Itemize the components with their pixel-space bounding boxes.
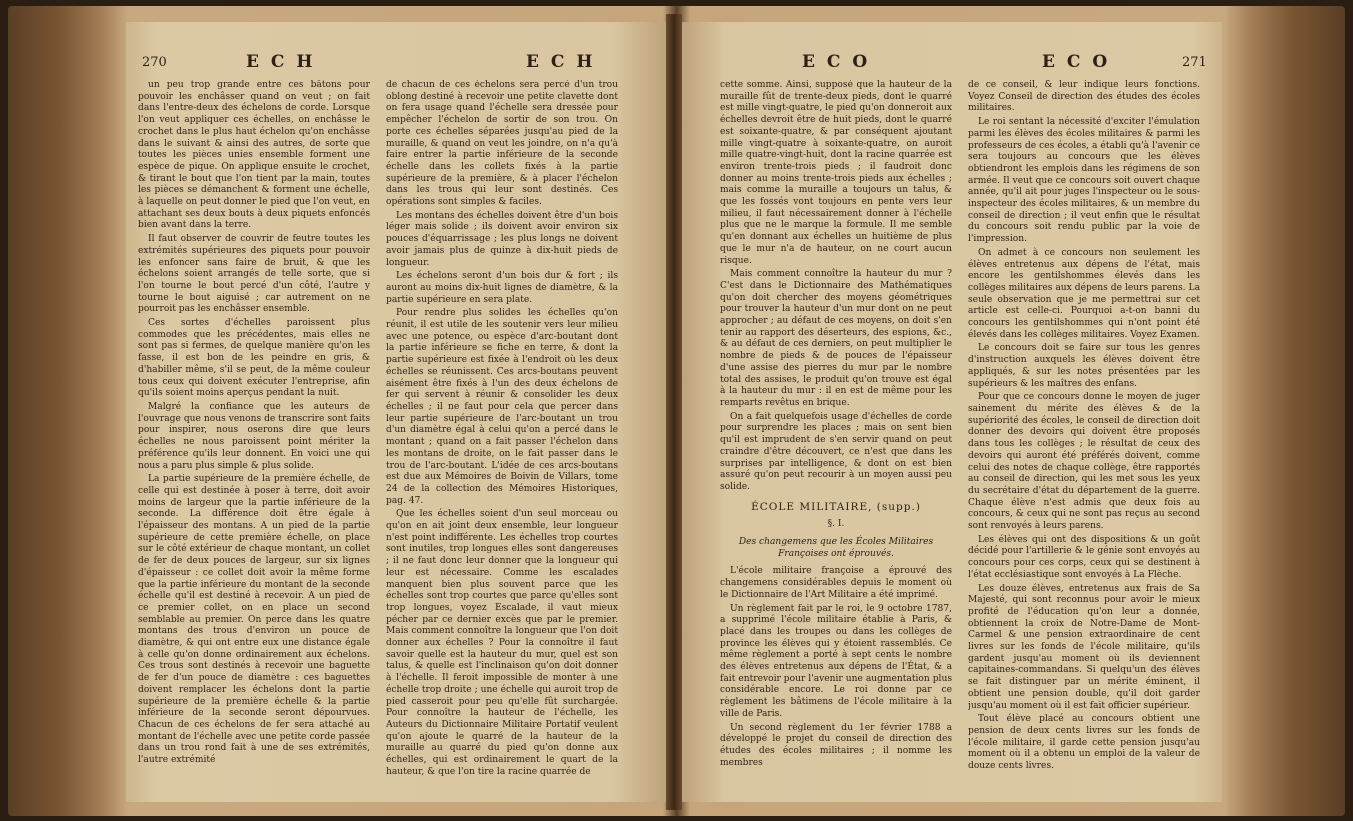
paragraph: Que les échelles soient d'un seul morceau ou qu'on en ait joint deux ensemble, leur longueur n'est point indifférente. Les échelles trop courtes sont inutiles, trop longues elles sont dangereuses ; il ne faut donc leur donner que la longueur qui leur est nécessaire. Comme les escalades manquent bien plus souvent parce que les échelles sont trop courtes que parce qu'elles sont trop longues, voyez Escalade, il vaut mieux pécher par ce dernier excès que par le premier. Mais comment connoître la longueur que l'on doit donner aux échelles ? Pour la connoître il faut savoir quelle est la hauteur du mur, quel est son talus, & quelle est l'inclinaison qu'on doit donner à l'échelle. Il feroit impossible de monter à une échelle trop droite ; une échelle qui auroit trop de pied casseroit pour peu qu'elle fût surchargée. Pour connoître la hauteur de l'échelle, les Auteurs du Dictionnaire Militaire Portatif veulent qu'on ajoute le quarré de la hauteur de la muraille au quarré du pied qu'on donne aux échelles, qui est ordinairement le quart de la hauteur, & que l'on tire la racine quarrée de [386,509,618,777]
page-number: 271 [1182,55,1207,70]
section-number: §. I. [827,519,845,530]
right-page [682,22,1222,802]
running-head: E C O [802,52,871,72]
paragraph: de chacun de ces échelons sera percé d'un trou oblong destiné à recevoir une petite clavette dont on fera usage quand l'échelle sera dressée pour empêcher l'échelon de sortir de son trou. On porte ces échelles séparées jusqu'au pied de la muraille, & quand on veut les joindre, on n'a qu'à faire entrer la partie inférieure de la seconde échelle dans les collets fixés à la partie supérieure de la première, & à placer l'échelon dans les trous qui leur sont destinés. Ces opérations sont simples & faciles. [386,80,618,208]
paragraph: Le roi sentant la nécessité d'exciter l'émulation parmi les élèves des écoles militaires & parmi les professeurs de ces écoles, a établi qu'à l'avenir ce sera toujours au concours que les élèves obtiendront les emplois dans les régimens de son armée. Il veut que ce concours soit ouvert chaque année, qu'il ait pour juges l'inspecteur ou le sous-inspecteur des écoles militaires, & un membre du conseil de direction ; il veut enfin que le résultat du concours soit rendu public par la voie de l'impression. [968,117,1200,245]
paragraph: un peu trop grande entre ces bâtons pour pouvoir les enchâsser quand on veut ; on fait dans l'entre-deux des échelons de corde. Lorsque l'on veut appliquer ces échelles, on enchâsse le crochet dans le plus haut échelon qu'on enchâsse dans le suivant & ainsi des autres, de sorte que toutes les pièces unies ensemble forment une espèce de pique. On applique ensuite le crochet, & tirant le bout que l'on tient par la main, toutes les pièces se démanchent & forment une échelle, à laquelle on peut donner le pied que l'on veut, en attachant ses deux bouts à deux piquets enfoncés bien avant dans la terre. [138,80,370,231]
paragraph: Pour rendre plus solides les échelles qu'on réunit, il est utile de les soutenir vers leur milieu avec une potence, ou espèce d'arc-boutant dont la partie inférieure se fiche en terre, & dont la partie supérieure est fixée à l'endroit où les deux échelles se réunissent. Ces arcs-boutans peuvent aisément être fixés à l'un des deux échelons de fer qui servent à réunir & consolider les deux échelles ; il ne faut pour cela que percer dans leur partie supérieure de l'arc-boutant un trou d'un diamètre égal à celui qu'on a percé dans le montant ; quand on a fait passer l'échelon dans les montans de droite, on le fait passer dans le trou de l'arc-boutant. L'idée de ces arcs-boutans est due aux Mémoires de Boivin de Villars, tome 24 de la collection des Mémoires Historiques, pag. 47. [386,308,618,506]
text-column [138,80,370,795]
text-column [386,80,618,795]
paragraph: Un second règlement du 1er février 1788 a développé le projet du conseil de direction des études des écoles militaires ; il nomme les membres [720,722,952,768]
paragraph: de ce conseil, & leur indique leurs fonctions. Voyez Conseil de direction des études des écoles militaires. [968,80,1200,114]
left-page-header [126,52,666,74]
paragraph: Un règlement fait par le roi, le 9 octobre 1787, a supprimé l'école militaire établie à Paris, & placé dans les troupes ou dans les collèges de province les élèves qui y étoient rassemblés. Ce même règlement a porté à sept cents le nombre des élèves entretenus aux dépens de l'État, & a fait entrevoir pour l'avenir une augmentation plus considérable encore. Le roi donne par ce règlement les bâtimens de l'école militaire à la ville de Paris. [720,603,952,719]
section-subtitle: Des changemens que les Écoles Militaires Françoises ont éprouvés. [738,537,934,559]
paragraph: Malgré la confiance que les auteurs de l'ouvrage que nous venons de transcrire sont faits pour inspirer, nous oserons dire que leurs échelles ne nous paroissent point mériter la préférence qu'ils leur donnent. En voici une qui nous a paru plus simple & plus solide. [138,401,370,471]
paragraph: L'école militaire françoise a éprouvé des changemens considérables depuis le moment où le Dictionnaire de l'Art Militaire a été imprimé. [720,566,952,600]
paragraph: Ces sortes d'échelles paroissent plus commodes que les précédentes, mais elles ne sont pas si fermes, de quelque manière qu'on les fasse, il est bon de les peindre en gris, & d'habiller même, s'il se peut, de la même couleur tous ceux qui doivent exécuter l'entreprise, afin qu'ils soient moins aperçus pendant la nuit. [138,318,370,399]
section-title: ÉCOLE MILITAIRE, (supp.) [751,500,921,513]
text-column [720,80,952,795]
paragraph: Il faut observer de couvrir de feutre toutes les extrémités supérieures des piquets pour pouvoir les enfoncer sans faire de bruit, & que les échelons soient arrangés de telle sorte, que si l'on tourne le bout percé d'un côté, l'autre y tourne le bout aiguisé ; car autrement on ne pourroit pas les enchâsser ensemble. [138,234,370,315]
page-number: 270 [142,55,167,70]
running-head: E C H [526,52,596,72]
paragraph: On a fait quelquefois usage d'échelles de corde pour surprendre les places ; mais on sent bien qu'il est imprudent de s'en servir quand on peut craindre d'être découvert, ce n'est que dans les surprises par intelligence, & dont on est bien assuré qu'on peut recourir à un moyen aussi peu solide. [720,411,952,492]
paragraph: cette somme. Ainsi, supposé que la hauteur de la muraille fût de trente-deux pieds, dont le quarré est mille vingt-quatre, le pied qu'on donneroit aux échelles devroit être de huit pieds, dont le quarré est soixante-quatre, & par conséquent ajoutant mille vingt-quatre à soixante-quatre, on auroit mille quatre-vingt-huit, dont la racine quarrée est environ trente-trois pieds ; il faudroit donc donner au moins trente-trois pieds aux échelles ; mais comme la muraille a toujours un talus, & que les fossés vont toujours en pente vers leur milieu, il faut nécessairement donner à l'échelle plus que ne le marque la formule. Il me semble qu'en donnant aux échelles un huitième de plus que le mur n'a de hauteur, on ne court aucun risque. [720,80,952,266]
paragraph: Tout élève placé au concours obtient une pension de deux cents livres sur les fonds de l'école militaire, il garde cette pension jusqu'au moment où il a obtenu un emploi de la valeur de douze cents livres. [968,714,1200,772]
left-page [126,22,666,802]
paragraph: La partie supérieure de la première échelle, de celle qui est destinée à poser à terre, doit avoir moins de largeur que la partie inférieure de la seconde. La différence doit être égale à l'épaisseur des montans. A un pied de la partie supérieure de cette première échelle, on place sur le côté extérieur de chaque montant, un collet de fer de deux pouces de largeur, sur six lignes d'épaisseur : ce collet doit avoir la même forme que la partie inférieure du montant de la seconde échelle qu'il est destiné à recevoir. A un pied de ce premier collet, on en place un second semblable au premier. On perce dans les quatre montans des trous d'environ un pouce de diamètre, & qui ont entre eux une distance égale à celle qu'on donne ordinairement aux échelons. Ces trous sont destinés à recevoir une baguette de fer d'un pouce de diamètre : ces baguettes doivent remplacer les échelons dont la partie supérieure de la première échelle & la partie inférieure de la seconde seront dépourvues. Chacun de ces échelons de fer sera attaché au montant de l'échelle avec une petite corde passée dans un trou rond fait à une de ses extrémités, l'autre extrémité [138,474,370,766]
running-head: E C O [1042,52,1111,72]
running-head: E C H [246,52,316,72]
book-spine [666,14,682,810]
paragraph: Pour que ce concours donne le moyen de juger sainement du mérite des élèves & de la supériorité des écoles, le conseil de direction doit donner des devoirs qui doivent être proposés dans tous les collèges ; le résultat de ceux des devoirs qui auront été préférés doivent, comme celui des notes de chaque collège, être rapportés au conseil de direction, qui les met sous les yeux du secrétaire d'état du département de la guerre. Chaque élève n'est admis que deux fois au concours, & ceux qui ne sont pas reçus au second sont renvoyés à leurs parens. [968,392,1200,532]
paragraph: Les échelons seront d'un bois dur & fort ; ils auront au moins dix-huit lignes de diamètre, & la partie supérieure en sera plate. [386,271,618,305]
paragraph: Le concours doit se faire sur tous les genres d'instruction auxquels les élèves doivent être appliqués, & sur les notes présentées par les supérieurs & les maîtres des enfans. [968,343,1200,389]
paragraph: Les élèves qui ont des dispositions & un goût décidé pour l'artillerie & le génie sont envoyés au concours pour ces corps, ceux qui se destinent à l'état ecclésiastique sont envoyés à La Flèche. [968,534,1200,580]
paragraph: Les douze élèves, entretenus aux frais de Sa Majesté, qui sont reconnus pour avoir le mieux profité de l'éducation qu'on leur a donnée, obtiennent la croix de Notre-Dame de Mont-Carmel & une pension extraordinaire de cent livres sur les fonds de l'école militaire, qu'ils gardent jusqu'au moment où ils deviennent capitaines-commandans. Si quelqu'un des élèves se fait distinguer par un mérite éminent, il obtient une pension double, qu'il doit garder jusqu'au moment où il est fait officier supérieur. [968,583,1200,711]
right-page-header [682,52,1222,74]
text-column [968,80,1200,795]
paragraph: On admet à ce concours non seulement les élèves entretenus aux dépens de l'état, mais encore les gentilshommes élevés dans les collèges militaires aux dépens de leurs parens. La seule observation que je me permettrai sur cet article est celle-ci. Pourquoi a-t-on banni du concours les gentilshommes qui n'ont point été élevés dans les collèges militaires. Voyez Examen. [968,247,1200,340]
paragraph: Mais comment connoître la hauteur du mur ? C'est dans le Dictionnaire des Mathématiques qu'on doit chercher des moyens géométriques pour trouver la hauteur d'un mur dont on ne peut approcher ; au défaut de ces moyens, on doit s'en tenir au rapport des déserteurs, des espions, &c., & au défaut de ces derniers, on peut multiplier le nombre de pieds & de pouces de l'épaisseur d'une assise des pierres du mur par le nombre total des assises, le produit qu'on trouve est égal à la hauteur du mur : il en est de même pour les remparts revêtus en brique. [720,269,952,408]
paragraph: Les montans des échelles doivent être d'un bois léger mais solide ; ils doivent avoir environ six pouces d'équarrissage ; les plus longs ne doivent avoir jamais plus de quinze à dix-huit pieds de longueur. [386,210,618,268]
